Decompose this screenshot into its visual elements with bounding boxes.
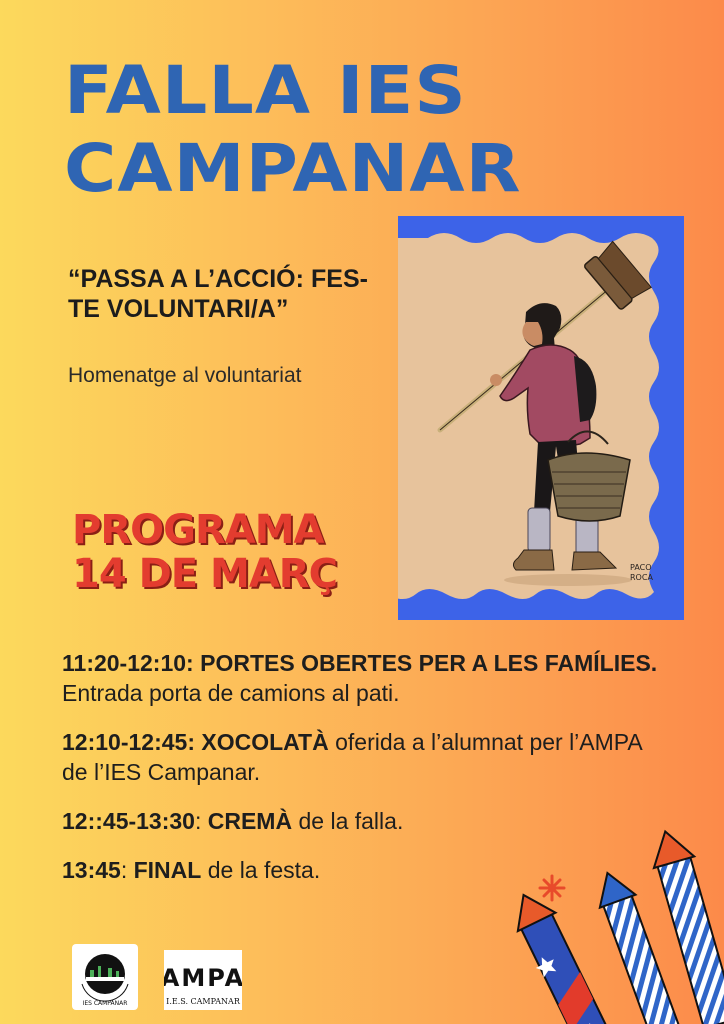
schedule-detail: de la falla.	[292, 808, 404, 834]
basket	[548, 453, 630, 521]
ampa-logo-subtext: I.E.S. CAMPANAR	[166, 997, 240, 1006]
artwork-frame	[398, 216, 684, 620]
schedule-detail: Entrada porta de camions al pati.	[62, 680, 400, 706]
schedule-item: 12::45-13:30: CREMÀ de la falla.	[62, 808, 404, 834]
title-line-2: CAMPANAR	[64, 130, 522, 207]
artist-signature-line-2: ROCA	[630, 573, 653, 582]
subtitle: Homenatge al voluntariat	[68, 364, 302, 387]
ies-logo-text: IES CAMPANAR	[82, 1000, 128, 1007]
schedule-item: 11:20-12:10: PORTES OBERTES PER A LES FAMÍLIES. Entrada porta de camions al pati.	[62, 650, 658, 706]
schedule-item: 13:45: FINAL de la festa.	[62, 857, 321, 883]
motto: “PASSA A L’ACCIÓ: FES-TE VOLUNTARI/A”	[68, 265, 368, 323]
schedule-detail: de la festa.	[201, 857, 321, 883]
sparkle-icon	[540, 876, 564, 900]
schedule-time: 11:20-12:10	[62, 650, 187, 676]
schedule-detail: oferida a l’alumnat per l’AMPA de l’IES Campanar.	[62, 729, 642, 785]
ampa-logo-text: AMPA	[164, 964, 242, 992]
schedule-activity: XOCOLATÀ	[194, 729, 329, 755]
ampa-logo	[164, 950, 242, 1010]
programa-heading	[72, 508, 337, 596]
ies-campanar-logo	[72, 944, 138, 1010]
volunteer-illustration	[398, 216, 684, 620]
schedule-activity: CREMÀ	[201, 808, 293, 834]
schedule-activity: PORTES OBERTES PER A LES FAMÍLIES.	[193, 650, 658, 676]
schedule-time: 12:10-12:45	[62, 729, 188, 755]
title-line-1: FALLA IES	[64, 52, 467, 129]
schedule-time: 12::45-13:30	[62, 808, 195, 834]
firework-rockets	[490, 810, 724, 1024]
programa-line-2: 14 DE MARÇ	[72, 551, 337, 597]
artist-signature-line-1: PACO	[630, 563, 652, 572]
schedule-activity: FINAL	[127, 857, 202, 883]
poster-title	[64, 52, 522, 208]
schedule-item: 12:10-12:45: XOCOLATÀ oferida a l’alumnat per l’AMPA de l’IES Campanar.	[62, 729, 642, 785]
schedule-time: 13:45	[62, 857, 121, 883]
programa-line-1: PROGRAMA	[72, 507, 324, 553]
